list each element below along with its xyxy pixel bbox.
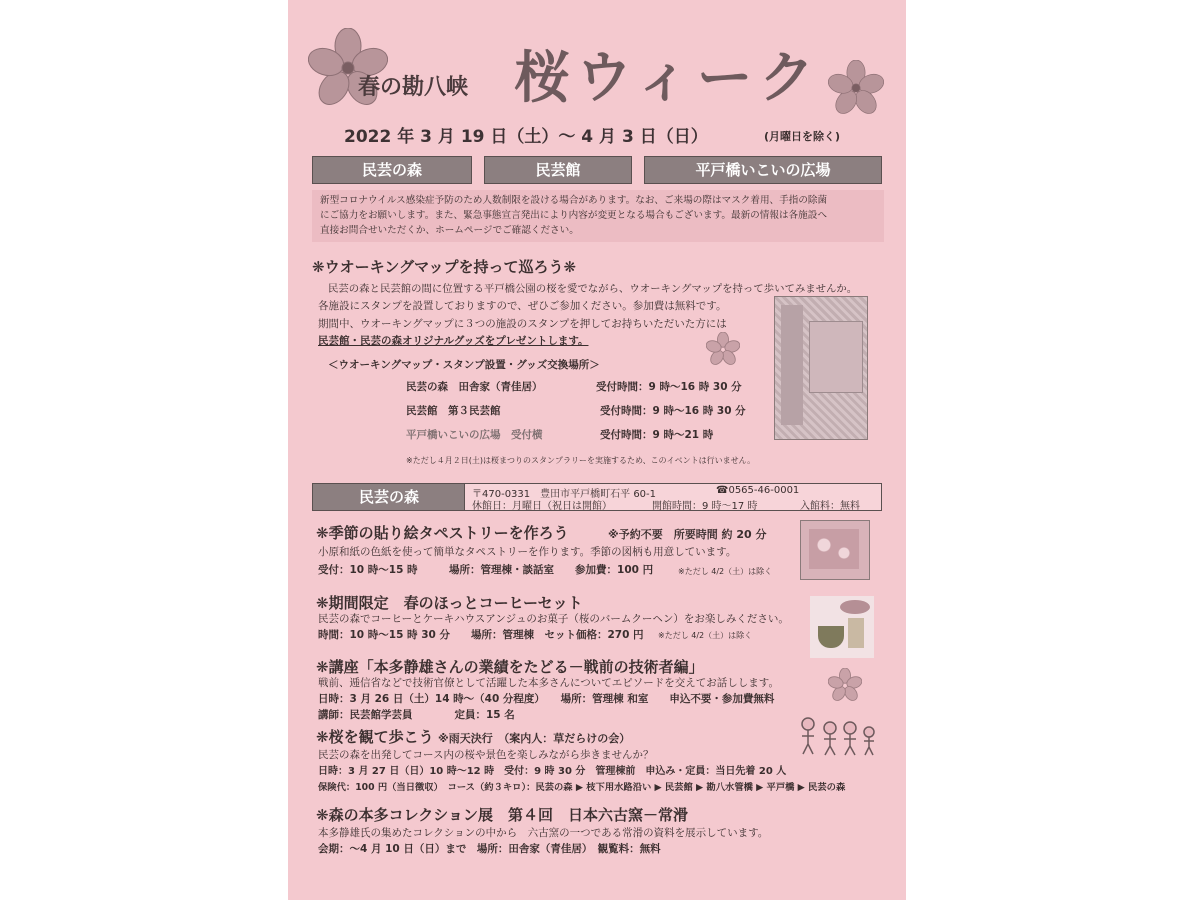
forest-postal: 〒470-0331 豊田市平戸橋町石平 60-1 — [472, 489, 657, 500]
notice-line: 直接お問合せいただくか、ホームページでご確認ください。 — [320, 225, 579, 236]
event-heading: ❋期間限定 春のほっとコーヒーセット — [316, 594, 583, 612]
notice-line: にご協力をお願いします。また、緊急事態宣言発出により内容が変更となる場合もございます。最新の情報は各施設へ — [320, 210, 827, 221]
place-name: 民芸の森 田舎家（青佳居） — [406, 381, 543, 393]
coffee-set-image — [810, 596, 874, 658]
event-details-note: ※ただし 4/2（土）は除く — [678, 567, 773, 576]
event-heading: ❋桜を観て歩こう — [316, 728, 434, 746]
walking-text: 期間中、ウオーキングマップに３つの施設のスタンプを押してお持ちいただいた方には — [318, 318, 727, 330]
walking-map-image — [774, 296, 868, 440]
walking-note: ※ただし４月２日(土)は桜まつりのスタンプラリーを実施するため、このイベントは行いません。 — [406, 456, 756, 465]
event-desc: 民芸の森を出発してコース内の桜や景色を楽しみながら歩きませんか？ — [318, 749, 654, 761]
walking-text: 民芸館・民芸の森オリジナルグッズをプレゼントします。 — [318, 335, 589, 347]
event-heading: ❋森の本多コレクション展 第４回 日本六古窯－常滑 — [316, 806, 688, 824]
cherry-blossom-icon — [828, 60, 884, 116]
event-heading: ❋講座「本多静雄さんの業績をたどる－戦前の技術者編」 — [316, 658, 704, 676]
forest-phone: ☎0565-46-0001 — [716, 485, 800, 496]
event-dates: 2022 年 3 月 19 日（土）～ 4 月 3 日（日） — [344, 127, 708, 147]
event-details: 時間：10 時～15 時 30 分 場所：管理棟 セット価格：270 円 — [318, 629, 644, 641]
event-details: 会期：～4 月 10 日（日）まで 場所：田舎家（青佳居） 観覧料：無料 — [318, 843, 661, 855]
walking-text: 各施設にスタンプを設置しておりますので、ぜひご参加ください。参加費は無料です。 — [318, 300, 727, 312]
forest-label: 民芸の森 — [312, 483, 466, 511]
tapestry-image — [800, 520, 870, 580]
cherry-blossom-icon — [828, 668, 862, 702]
header-subtitle: 春の勘八峡 — [358, 74, 469, 100]
event-details: 講師：民芸館学芸員 定員：15 名 — [318, 709, 515, 721]
place-hours: 受付時間：9 時～16 時 30 分 — [596, 381, 742, 393]
event-details: 保険代：100 円（当日徴収） コース（約３キロ）：民芸の森 ▶ 枝下用水路沿い ▶ 民芸館 ▶ 勘八水管橋 ▶ 平戸橋 ▶ 民芸の森 — [318, 782, 846, 793]
venue-banner: 平戸橋いこいの広場 — [644, 156, 882, 184]
forest-hours: 開館時間：9 時～17 時 — [652, 501, 758, 512]
event-desc: 民芸の森でコーヒーとケーキハウスアンジュのお菓子（桜のバームクーヘン）をお楽しみください。 — [318, 613, 789, 625]
walking-people-icon — [794, 716, 878, 756]
walking-heading: ❋ウオーキングマップを持って巡ろう❋ — [312, 258, 577, 276]
cherry-blossom-icon — [706, 332, 740, 366]
venue-banner: 民芸の森 — [312, 156, 472, 184]
flyer-sheet — [288, 0, 906, 900]
walking-subheading: ＜ウオーキングマップ・スタンプ設置・グッズ交換場所＞ — [328, 359, 600, 371]
forest-closed: 休館日：月曜日（祝日は開館） — [472, 501, 612, 512]
place-name: 平戸橋いこいの広場 受付横 — [406, 429, 543, 441]
event-desc: 本多静雄氏の集めたコレクションの中から 六古窯の一つである常滑の資料を展示しています。 — [318, 827, 769, 839]
event-dates-note: (月曜日を除く) — [764, 130, 841, 143]
place-hours: 受付時間：9 時～16 時 30 分 — [600, 405, 746, 417]
event-details: 日時：3 月 27 日（日）10 時～12 時 受付：9 時 30 分 管理棟前 申込み・定員：当日先着 20 人 — [318, 766, 787, 777]
event-heading-note: ※雨天決行 （案内人：草だらけの会） — [438, 732, 631, 745]
place-name: 民芸館 第３民芸館 — [406, 405, 501, 417]
event-details: 受付：10 時～15 時 場所：管理棟・談話室 参加費：100 円 — [318, 564, 654, 576]
event-desc: 戦前、逓信省などで技術官僚として活躍した本多さんについてエピソードを交えてお話しします。 — [318, 677, 779, 689]
event-heading-note: ※予約不要 所要時間 約 20 分 — [608, 528, 767, 541]
venue-banner: 民芸館 — [484, 156, 632, 184]
page-title: 桜ウィーク — [514, 45, 821, 111]
forest-fee: 入館料：無料 — [800, 501, 860, 512]
event-details: 日時：3 月 26 日（土）14 時～（40 分程度） 場所：管理棟 和室 申込不要・参加費無料 — [318, 693, 775, 705]
walking-text: 民芸の森と民芸館の間に位置する平戸橋公園の桜を愛でながら、ウオーキングマップを持って歩いてみませんか。 — [328, 283, 858, 295]
event-details-note: ※ただし 4/2（土）は除く — [658, 631, 753, 640]
event-desc: 小原和紙の色紙を使って簡単なタペストリーを作ります。季節の図柄も用意しています。 — [318, 546, 737, 558]
event-heading: ❋季節の貼り絵タペストリーを作ろう — [316, 524, 569, 542]
place-hours: 受付時間：9 時～21 時 — [600, 429, 714, 441]
notice-line: 新型コロナウイルス感染症予防のため人数制限を設ける場合があります。なお、ご来場の際はマスク着用、手指の除菌 — [320, 195, 828, 206]
